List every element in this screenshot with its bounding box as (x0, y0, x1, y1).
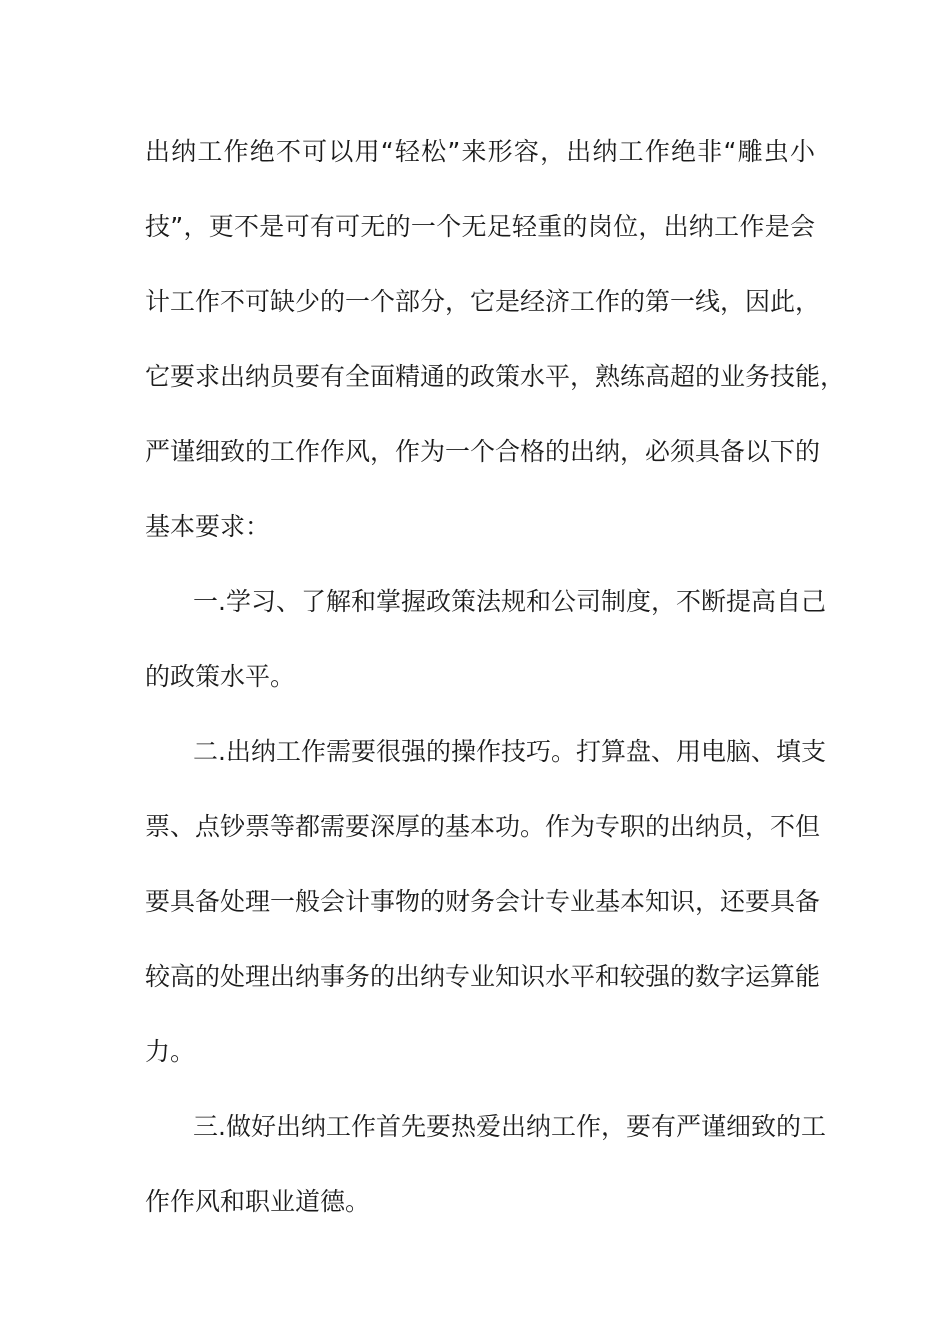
item-three-line-1: 三.做好出纳工作首先要热爱出纳工作，要有严谨细致的工 (193, 1112, 826, 1141)
paragraph-intro-line-5: 严谨细致的工作作风，作为一个合格的出纳，必须具备以下的 (145, 437, 821, 466)
paragraph-intro-line-2: 技”，更不是可有可无的一个无足轻重的岗位，出纳工作是会 (145, 212, 815, 241)
item-two-line-3: 要具备处理一般会计事物的财务会计专业基本知识，还要具备 (145, 887, 821, 916)
item-one-line-2: 的政策水平。 (145, 662, 296, 691)
item-two-line-1: 二.出纳工作需要很强的操作技巧。打算盘、用电脑、填支 (193, 737, 826, 766)
item-two-line-2: 票、点钞票等都需要深厚的基本功。作为专职的出纳员，不但 (145, 812, 821, 841)
paragraph-intro-line-6: 基本要求： (145, 512, 271, 541)
paragraph-intro-line-1: 出纳工作绝不可以用“轻松”来形容，出纳工作绝非“雕虫小 (145, 137, 815, 166)
paragraph-intro-line-4: 它要求出纳员要有全面精通的政策水平，熟练高超的业务技能， (145, 362, 846, 391)
item-two-line-5: 力。 (145, 1037, 196, 1066)
item-three-line-2: 作作风和职业道德。 (145, 1187, 371, 1216)
item-one-line-1: 一.学习、了解和掌握政策法规和公司制度，不断提高自己 (193, 587, 826, 616)
item-two-line-4: 较高的处理出纳事务的出纳专业知识水平和较强的数字运算能 (145, 962, 821, 991)
paragraph-intro-line-3: 计工作不可缺少的一个部分，它是经济工作的第一线，因此， (145, 287, 821, 316)
